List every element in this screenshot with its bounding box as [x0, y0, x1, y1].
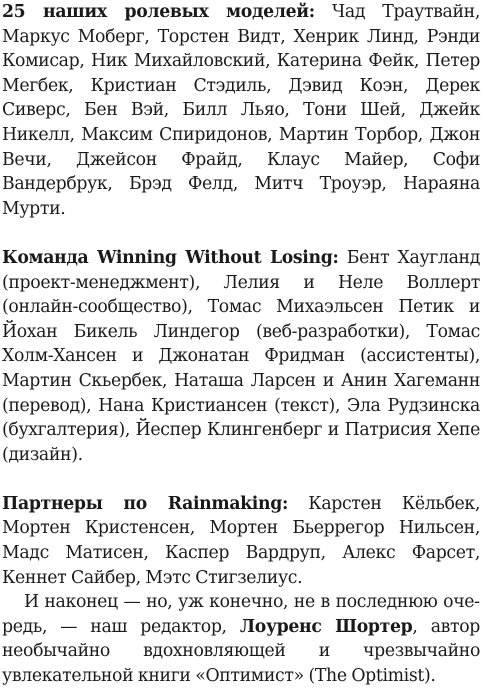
role-models-heading: 25 наших ролевых моделей:	[2, 2, 315, 22]
role-models-text: Чад Траутвайн, Маркус Моберг, Торстен Видт, Хенрик Линд, Рэнди Комисар, Ник Михайловский, Катерина Фейк, Петер Мегбек, Кристиан Стэдиль, Дэвид Коэн, Дерек Сиверс, Бен Вэй, Билл Льяо, Тони Шей, Джейк Никелл, Максим Спиридонов, Мартин Торбор, Джон Вечи, Джейсон Фрайд, Клаус Майер, Софи Вандербрук, Брэд Фелд, Митч Троуэр, Нараяна Мурти.	[2, 2, 480, 219]
document-page	[2, 0, 480, 689]
editor-text-after: , автор необычайно вдохновляющей и чрезвычайно увлекательной книги «Оптимист» (The Optimist).	[2, 616, 481, 687]
team-paragraph	[2, 246, 480, 467]
team-text: Бент Хаугланд (проект-менеджмент), Лелия и Неле Воллерт (онлайн-сообщество), Томас Михаэльсен Петик и Йохан Бикель Линдегор (веб-разработки), Томас Холм-Хансен и Джонатан Фридман (ассистенты), Мартин Скьербек, Наташа Ларсен и Анин Хагеманн (перевод), Нана Кристиансен (текст), Эла Рудзинска (бухгалтерия), Йеспер Клингенберг и Патрисия Хепе (дизайн).	[2, 247, 480, 465]
editor-text-before: И наконец — но, уж конечно, не в последнюю очередь, — наш редактор,	[2, 592, 480, 637]
partners-paragraph	[2, 492, 480, 590]
editor-paragraph	[2, 590, 480, 688]
partners-text: Карстен Кёльбек, Мортен Кристенсен, Мортен Бьеррегор Нильсен, Мадс Матисен, Каспер Вардруп, Алекс Фарсет, Кеннет Сайбер, Мэтс Стигзелиус.	[2, 493, 480, 588]
paragraph-spacer	[2, 467, 480, 492]
team-heading: Команда Winning Without Losing:	[2, 247, 339, 268]
role-models-paragraph	[2, 0, 480, 221]
paragraph-spacer	[2, 221, 480, 246]
partners-heading: Партнеры по Rainmaking:	[2, 493, 288, 514]
editor-name: Лоуренс Шортер	[239, 616, 413, 637]
